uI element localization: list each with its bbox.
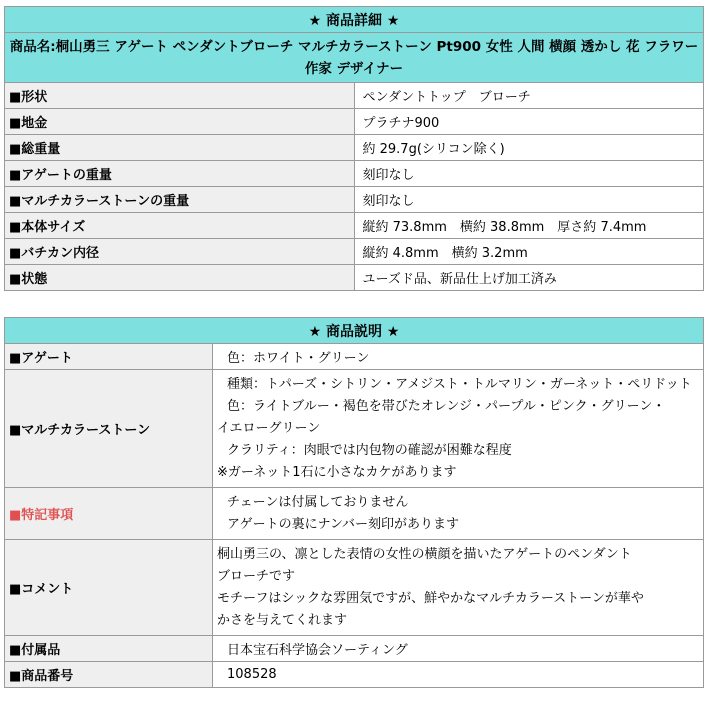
accessory-label: ■付属品 [5, 636, 213, 662]
detail-value: ペンダントトップ ブローチ [354, 83, 704, 109]
detail-value: 縦約 4.8mm 横約 3.2mm [354, 239, 704, 265]
multistone-line: 色：ライトブルー・褐色を帯びたオレンジ・パープル・ピンク・グリーン・ [227, 398, 666, 414]
comment-label: ■コメント [5, 540, 213, 636]
comment-line: 桐山勇三の、凛とした表情の女性の横顔を描いたアゲートのペンダント [217, 546, 632, 562]
item-number-label: ■商品番号 [5, 662, 213, 688]
multistone-line: イエローグリーン [217, 420, 321, 436]
accessory-value: 日本宝石科学協会ソーティング [213, 636, 704, 662]
comment-value [213, 540, 704, 636]
detail-label: ■状態 [5, 265, 355, 291]
notes-line: アゲートの裏にナンバー刻印があります [227, 516, 460, 532]
comment-line: モチーフはシックな雰囲気ですが、鮮やかなマルチカラーストーンが華や [217, 590, 644, 606]
product-details-table [4, 6, 704, 291]
detail-value: 約 29.7g(シリコン除く) [354, 135, 704, 161]
notes-label: ■特記事項 [5, 488, 213, 540]
detail-label: ■アゲートの重量 [5, 161, 355, 187]
item-number-value: 108528 [213, 662, 704, 688]
detail-label: ■本体サイズ [5, 213, 355, 239]
detail-label: ■形状 [5, 83, 355, 109]
detail-value: ユーズド品、新品仕上げ加工済み [354, 265, 704, 291]
detail-label: ■総重量 [5, 135, 355, 161]
multistone-line: クラリティ：肉眼では内包物の確認が困難な程度 [227, 442, 512, 458]
detail-label: ■マルチカラーストーンの重量 [5, 187, 355, 213]
detail-value: 刻印なし [354, 187, 704, 213]
multistone-label: ■マルチカラーストーン [5, 370, 213, 488]
multistone-line: 種類：トパーズ・シトリン・アメジスト・トルマリン・ガーネット・ペリドット [227, 376, 692, 392]
detail-value: 刻印なし [354, 161, 704, 187]
detail-value: プラチナ900 [354, 109, 704, 135]
agate-label: ■アゲート [5, 344, 213, 370]
details-title: ★ 商品詳細 ★ [5, 7, 704, 33]
detail-label: ■地金 [5, 109, 355, 135]
comment-line: ブローチです [217, 568, 296, 584]
product-description-table [4, 317, 704, 688]
detail-value: 縦約 73.8mm 横約 38.8mm 厚さ約 7.4mm [354, 213, 704, 239]
multistone-value [213, 370, 704, 488]
product-name: 商品名:桐山勇三 アゲート ペンダントブローチ マルチカラーストーン Pt900 女性 人間 横顔 透かし 花 フラワー 作家 デザイナー [5, 33, 704, 83]
multistone-line: ※ガーネット1石に小さなカケがあります [217, 464, 457, 480]
agate-value: 色：ホワイト・グリーン [213, 344, 704, 370]
notes-line: チェーンは付属しておりません [227, 494, 409, 510]
description-title: ★ 商品説明 ★ [5, 318, 704, 344]
comment-line: かさを与えてくれます [217, 612, 348, 628]
notes-value [213, 488, 704, 540]
detail-label: ■バチカン内径 [5, 239, 355, 265]
